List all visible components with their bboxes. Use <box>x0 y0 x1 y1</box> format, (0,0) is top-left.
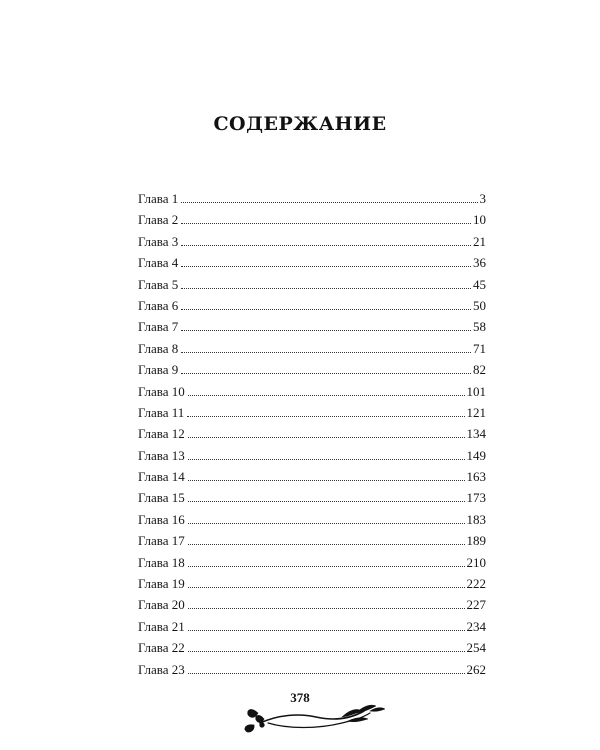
toc-entry <box>138 423 486 444</box>
toc-dot-leader <box>181 266 471 267</box>
toc-entry <box>138 530 486 551</box>
toc-dot-leader <box>188 608 465 609</box>
toc-page-number: 45 <box>473 276 486 292</box>
toc-entry <box>138 381 486 402</box>
toc-chapter-label: Глава 13 <box>138 447 185 463</box>
toc-chapter-label: Глава 5 <box>138 276 179 292</box>
toc-entry <box>138 402 486 423</box>
page-number: 378 <box>290 690 310 705</box>
toc-entry <box>138 509 486 530</box>
toc-entry <box>138 252 486 273</box>
toc-chapter-label: Глава 1 <box>138 191 179 206</box>
toc-chapter-label: Глава 10 <box>138 383 185 399</box>
toc-dot-leader <box>181 373 471 374</box>
toc-page-number: 3 <box>479 191 486 206</box>
toc-dot-leader <box>181 309 471 310</box>
toc-dot-leader <box>188 523 465 524</box>
toc-page-number: 262 <box>466 661 486 677</box>
toc-page-number: 134 <box>466 426 486 442</box>
toc-dot-leader <box>181 223 471 224</box>
table-of-contents <box>138 188 486 680</box>
toc-chapter-label: Глава 11 <box>138 404 185 420</box>
toc-entry <box>138 594 486 615</box>
toc-dot-leader <box>188 566 465 567</box>
toc-dot-leader <box>187 416 464 417</box>
toc-dot-leader <box>188 587 465 588</box>
floral-vine-ornament-icon <box>238 699 390 733</box>
toc-chapter-label: Глава 4 <box>138 255 179 271</box>
toc-dot-leader <box>188 480 465 481</box>
toc-dot-leader <box>181 202 477 203</box>
toc-chapter-label: Глава 8 <box>138 340 179 356</box>
toc-page-number: 50 <box>473 297 486 313</box>
toc-chapter-label: Глава 18 <box>138 554 185 570</box>
toc-chapter-label: Глава 23 <box>138 661 185 677</box>
toc-page-number: 101 <box>466 383 486 399</box>
toc-page-number: 254 <box>466 640 486 656</box>
toc-dot-leader <box>188 459 465 460</box>
toc-chapter-label: Глава 22 <box>138 640 185 656</box>
toc-page-number: 36 <box>473 255 486 271</box>
toc-page-number: 71 <box>473 340 486 356</box>
toc-page-number: 222 <box>466 576 486 592</box>
toc-dot-leader <box>188 651 465 652</box>
toc-dot-leader <box>188 395 465 396</box>
toc-entry <box>138 552 486 573</box>
toc-page-number: 183 <box>466 511 486 527</box>
toc-page-number: 210 <box>466 554 486 570</box>
toc-dot-leader <box>188 501 465 502</box>
toc-dot-leader <box>188 437 465 438</box>
toc-chapter-label: Глава 9 <box>138 362 179 378</box>
toc-chapter-label: Глава 16 <box>138 511 185 527</box>
toc-chapter-label: Глава 3 <box>138 233 179 249</box>
toc-entry <box>138 487 486 508</box>
toc-page-number: 163 <box>466 469 486 485</box>
toc-chapter-label: Глава 6 <box>138 297 179 313</box>
toc-page-number: 21 <box>473 233 486 249</box>
toc-dot-leader <box>181 352 471 353</box>
toc-entry <box>138 338 486 359</box>
toc-entry <box>138 209 486 230</box>
toc-chapter-label: Глава 20 <box>138 597 185 613</box>
toc-entry <box>138 359 486 380</box>
toc-entry <box>138 274 486 295</box>
toc-entry <box>138 616 486 637</box>
toc-chapter-label: Глава 15 <box>138 490 185 506</box>
toc-page-number: 82 <box>473 362 486 378</box>
toc-entry <box>138 573 486 594</box>
toc-dot-leader <box>188 544 465 545</box>
toc-page-number: 189 <box>466 533 486 549</box>
toc-chapter-label: Глава 7 <box>138 319 179 335</box>
toc-chapter-label: Глава 2 <box>138 212 179 228</box>
toc-page-number: 234 <box>466 618 486 634</box>
toc-entry <box>138 466 486 487</box>
toc-page-number: 149 <box>466 447 486 463</box>
toc-dot-leader <box>181 330 471 331</box>
toc-page-number: 121 <box>466 404 486 420</box>
toc-chapter-label: Глава 14 <box>138 469 185 485</box>
toc-page-number: 227 <box>466 597 486 613</box>
toc-dot-leader <box>181 288 471 289</box>
toc-chapter-label: Глава 21 <box>138 618 185 634</box>
toc-entry <box>138 445 486 466</box>
toc-entry <box>138 188 486 209</box>
toc-entry <box>138 231 486 252</box>
page-title: СОДЕРЖАНИЕ <box>213 113 387 135</box>
toc-dot-leader <box>188 673 465 674</box>
toc-page-number: 10 <box>473 212 486 228</box>
toc-entry <box>138 316 486 337</box>
toc-chapter-label: Глава 12 <box>138 426 185 442</box>
toc-chapter-label: Глава 19 <box>138 576 185 592</box>
toc-entry <box>138 637 486 658</box>
toc-dot-leader <box>181 245 471 246</box>
toc-dot-leader <box>188 630 465 631</box>
toc-chapter-label: Глава 17 <box>138 533 185 549</box>
toc-entry <box>138 295 486 316</box>
toc-page-number: 173 <box>466 490 486 506</box>
toc-page-number: 58 <box>473 319 486 335</box>
toc-entry <box>138 659 486 680</box>
